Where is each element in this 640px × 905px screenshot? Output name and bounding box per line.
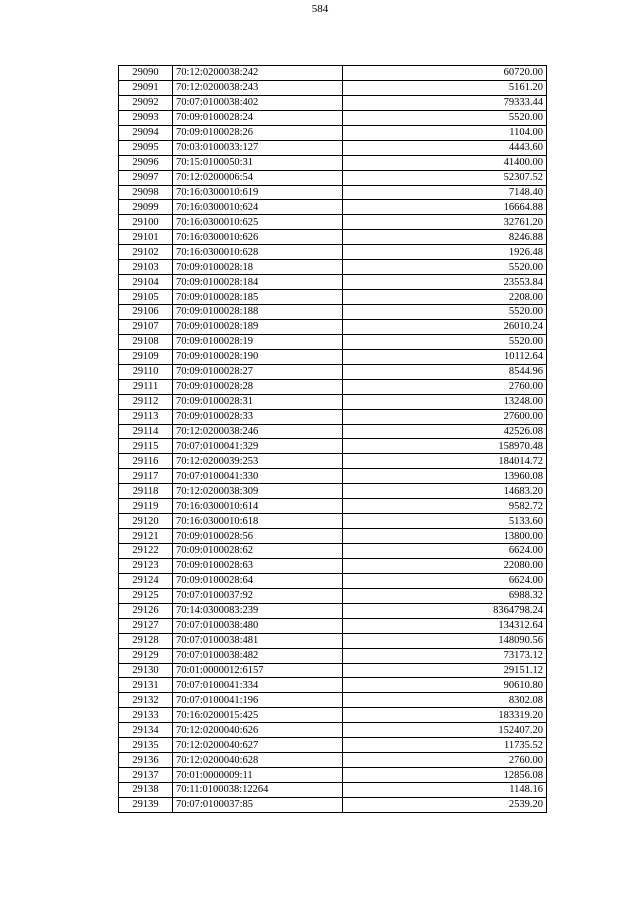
table-row [119,409,547,424]
table-row [119,66,547,81]
table-row [119,768,547,783]
row-number-cell: 29121 [119,529,173,544]
cadastral-value-cell: 2760.00 [343,379,547,394]
cadastral-number-cell: 70:12:0200040:627 [173,738,343,753]
table-row [119,753,547,768]
cadastral-number-cell: 70:07:0100037:85 [173,797,343,812]
cadastral-value-cell: 13800.00 [343,529,547,544]
cadastral-value-cell: 158970.48 [343,439,547,454]
cadastral-number-cell: 70:09:0100028:63 [173,558,343,573]
cadastral-value-cell: 42526.08 [343,424,547,439]
table-row [119,633,547,648]
cadastral-value-cell: 4443.60 [343,140,547,155]
cadastral-value-cell: 5520.00 [343,334,547,349]
table-row [119,558,547,573]
table-row [119,723,547,738]
cadastral-number-cell: 70:09:0100028:188 [173,305,343,320]
row-number-cell: 29090 [119,66,173,81]
cadastral-value-cell: 79333.44 [343,95,547,110]
cadastral-number-cell: 70:09:0100028:28 [173,379,343,394]
cadastral-value-cell: 6624.00 [343,544,547,559]
cadastral-number-cell: 70:09:0100028:185 [173,290,343,305]
table-row [119,499,547,514]
row-number-cell: 29138 [119,783,173,798]
row-number-cell: 29123 [119,558,173,573]
cadastral-value-cell: 7148.40 [343,185,547,200]
cadastral-number-cell: 70:09:0100028:184 [173,275,343,290]
cadastral-value-cell: 12856.08 [343,768,547,783]
row-number-cell: 29126 [119,603,173,618]
cadastral-number-cell: 70:14:0300083:239 [173,603,343,618]
table-row [119,305,547,320]
cadastral-value-cell: 1148.16 [343,783,547,798]
table-row [119,469,547,484]
table-row [119,797,547,812]
table-row [119,200,547,215]
cadastral-number-cell: 70:12:0200039:253 [173,454,343,469]
cadastral-number-cell: 70:09:0100028:190 [173,349,343,364]
cadastral-number-cell: 70:16:0300010:625 [173,215,343,230]
table-row [119,185,547,200]
table-row [119,230,547,245]
cadastral-value-cell: 60720.00 [343,66,547,81]
cadastral-number-cell: 70:03:0100033:127 [173,140,343,155]
table-row [119,215,547,230]
cadastral-number-cell: 70:16:0300010:619 [173,185,343,200]
cadastral-value-cell: 13248.00 [343,394,547,409]
row-number-cell: 29095 [119,140,173,155]
table-row [119,424,547,439]
cadastral-number-cell: 70:07:0100038:402 [173,95,343,110]
page-number: 584 [311,3,329,15]
row-number-cell: 29120 [119,514,173,529]
cadastral-number-cell: 70:07:0100041:196 [173,693,343,708]
cadastral-value-cell: 2539.20 [343,797,547,812]
table-row [119,783,547,798]
cadastral-value-cell: 27600.00 [343,409,547,424]
row-number-cell: 29108 [119,334,173,349]
cadastral-number-cell: 70:07:0100041:334 [173,678,343,693]
cadastral-value-cell: 73173.12 [343,648,547,663]
cadastral-number-cell: 70:12:0200038:242 [173,66,343,81]
table-row [119,95,547,110]
table-row [119,618,547,633]
cadastral-value-cell: 184014.72 [343,454,547,469]
row-number-cell: 29127 [119,618,173,633]
cadastral-number-cell: 70:09:0100028:18 [173,260,343,275]
table-row [119,125,547,140]
cadastral-value-cell: 1926.48 [343,245,547,260]
row-number-cell: 29137 [119,768,173,783]
cadastral-number-cell: 70:16:0300010:618 [173,514,343,529]
cadastral-number-cell: 70:01:0000009:11 [173,768,343,783]
cadastral-value-table [118,65,547,813]
cadastral-value-cell: 183319.20 [343,708,547,723]
cadastral-number-cell: 70:12:0200006:54 [173,170,343,185]
table-row [119,529,547,544]
row-number-cell: 29139 [119,797,173,812]
cadastral-value-cell: 5161.20 [343,80,547,95]
table-row [119,319,547,334]
row-number-cell: 29129 [119,648,173,663]
cadastral-number-cell: 70:12:0200038:246 [173,424,343,439]
cadastral-number-cell: 70:07:0100037:92 [173,588,343,603]
cadastral-value-cell: 8302.08 [343,693,547,708]
table-row [119,708,547,723]
cadastral-value-cell: 11735.52 [343,738,547,753]
row-number-cell: 29096 [119,155,173,170]
row-number-cell: 29103 [119,260,173,275]
cadastral-number-cell: 70:09:0100028:24 [173,110,343,125]
row-number-cell: 29094 [119,125,173,140]
cadastral-value-cell: 29151.12 [343,663,547,678]
cadastral-value-cell: 6988.32 [343,588,547,603]
table-row [119,693,547,708]
cadastral-value-cell: 52307.52 [343,170,547,185]
table-row [119,439,547,454]
cadastral-value-cell: 2208.00 [343,290,547,305]
cadastral-number-cell: 70:07:0100038:480 [173,618,343,633]
cadastral-value-cell: 5520.00 [343,110,547,125]
table-row [119,394,547,409]
cadastral-number-cell: 70:12:0200040:626 [173,723,343,738]
row-number-cell: 29124 [119,573,173,588]
table-row [119,484,547,499]
row-number-cell: 29112 [119,394,173,409]
cadastral-value-cell: 5520.00 [343,305,547,320]
row-number-cell: 29119 [119,499,173,514]
table-row [119,573,547,588]
table-row [119,454,547,469]
row-number-cell: 29132 [119,693,173,708]
cadastral-value-cell: 6624.00 [343,573,547,588]
table-row [119,364,547,379]
cadastral-value-cell: 5133.60 [343,514,547,529]
row-number-cell: 29101 [119,230,173,245]
cadastral-value-cell: 14683.20 [343,484,547,499]
table-row [119,275,547,290]
table-row [119,588,547,603]
cadastral-value-cell: 16664.88 [343,200,547,215]
cadastral-number-cell: 70:16:0300010:626 [173,230,343,245]
row-number-cell: 29131 [119,678,173,693]
cadastral-number-cell: 70:09:0100028:56 [173,529,343,544]
row-number-cell: 29134 [119,723,173,738]
cadastral-number-cell: 70:16:0200015:425 [173,708,343,723]
cadastral-value-cell: 8544.96 [343,364,547,379]
cadastral-value-cell: 22080.00 [343,558,547,573]
row-number-cell: 29115 [119,439,173,454]
table-row [119,379,547,394]
cadastral-number-cell: 70:07:0100038:482 [173,648,343,663]
row-number-cell: 29102 [119,245,173,260]
cadastral-number-cell: 70:11:0100038:12264 [173,783,343,798]
table-row [119,245,547,260]
row-number-cell: 29135 [119,738,173,753]
cadastral-number-cell: 70:15:0100050:31 [173,155,343,170]
row-number-cell: 29117 [119,469,173,484]
cadastral-value-cell: 8364798.24 [343,603,547,618]
cadastral-number-cell: 70:07:0100038:481 [173,633,343,648]
cadastral-number-cell: 70:09:0100028:19 [173,334,343,349]
table-row [119,738,547,753]
cadastral-value-cell: 23553.84 [343,275,547,290]
row-number-cell: 29116 [119,454,173,469]
row-number-cell: 29098 [119,185,173,200]
cadastral-number-cell: 70:09:0100028:33 [173,409,343,424]
cadastral-number-cell: 70:07:0100041:329 [173,439,343,454]
cadastral-value-cell: 5520.00 [343,260,547,275]
table-row [119,663,547,678]
table-row [119,678,547,693]
cadastral-value-cell: 90610.80 [343,678,547,693]
cadastral-value-cell: 9582.72 [343,499,547,514]
row-number-cell: 29111 [119,379,173,394]
row-number-cell: 29125 [119,588,173,603]
cadastral-number-cell: 70:07:0100041:330 [173,469,343,484]
table-row [119,80,547,95]
table-row [119,155,547,170]
row-number-cell: 29093 [119,110,173,125]
cadastral-number-cell: 70:12:0200038:243 [173,80,343,95]
cadastral-number-cell: 70:09:0100028:62 [173,544,343,559]
cadastral-number-cell: 70:09:0100028:26 [173,125,343,140]
table-body [119,66,547,813]
row-number-cell: 29099 [119,200,173,215]
row-number-cell: 29092 [119,95,173,110]
row-number-cell: 29114 [119,424,173,439]
row-number-cell: 29128 [119,633,173,648]
row-number-cell: 29130 [119,663,173,678]
table-row [119,290,547,305]
cadastral-value-cell: 152407.20 [343,723,547,738]
row-number-cell: 29097 [119,170,173,185]
cadastral-value-cell: 41400.00 [343,155,547,170]
cadastral-value-cell: 26010.24 [343,319,547,334]
cadastral-value-cell: 134312.64 [343,618,547,633]
table-row [119,514,547,529]
cadastral-value-cell: 2760.00 [343,753,547,768]
table-row [119,170,547,185]
cadastral-value-cell: 10112.64 [343,349,547,364]
cadastral-number-cell: 70:09:0100028:189 [173,319,343,334]
cadastral-number-cell: 70:01:0000012:6157 [173,663,343,678]
cadastral-number-cell: 70:12:0200040:628 [173,753,343,768]
row-number-cell: 29136 [119,753,173,768]
row-number-cell: 29118 [119,484,173,499]
cadastral-number-cell: 70:16:0300010:614 [173,499,343,514]
row-number-cell: 29091 [119,80,173,95]
table-row [119,260,547,275]
row-number-cell: 29113 [119,409,173,424]
table-row [119,334,547,349]
cadastral-value-cell: 8246.88 [343,230,547,245]
table-row [119,544,547,559]
cadastral-value-cell: 148090.56 [343,633,547,648]
table-row [119,603,547,618]
table-row [119,110,547,125]
cadastral-number-cell: 70:16:0300010:624 [173,200,343,215]
row-number-cell: 29122 [119,544,173,559]
row-number-cell: 29100 [119,215,173,230]
table-row [119,349,547,364]
cadastral-number-cell: 70:12:0200038:309 [173,484,343,499]
row-number-cell: 29110 [119,364,173,379]
row-number-cell: 29105 [119,290,173,305]
cadastral-value-cell: 13960.08 [343,469,547,484]
cadastral-number-cell: 70:09:0100028:31 [173,394,343,409]
cadastral-number-cell: 70:09:0100028:64 [173,573,343,588]
cadastral-number-cell: 70:16:0300010:628 [173,245,343,260]
row-number-cell: 29106 [119,305,173,320]
cadastral-value-cell: 32761.20 [343,215,547,230]
row-number-cell: 29107 [119,319,173,334]
row-number-cell: 29109 [119,349,173,364]
table-row [119,648,547,663]
row-number-cell: 29133 [119,708,173,723]
table-row [119,140,547,155]
cadastral-value-cell: 1104.00 [343,125,547,140]
row-number-cell: 29104 [119,275,173,290]
cadastral-number-cell: 70:09:0100028:27 [173,364,343,379]
